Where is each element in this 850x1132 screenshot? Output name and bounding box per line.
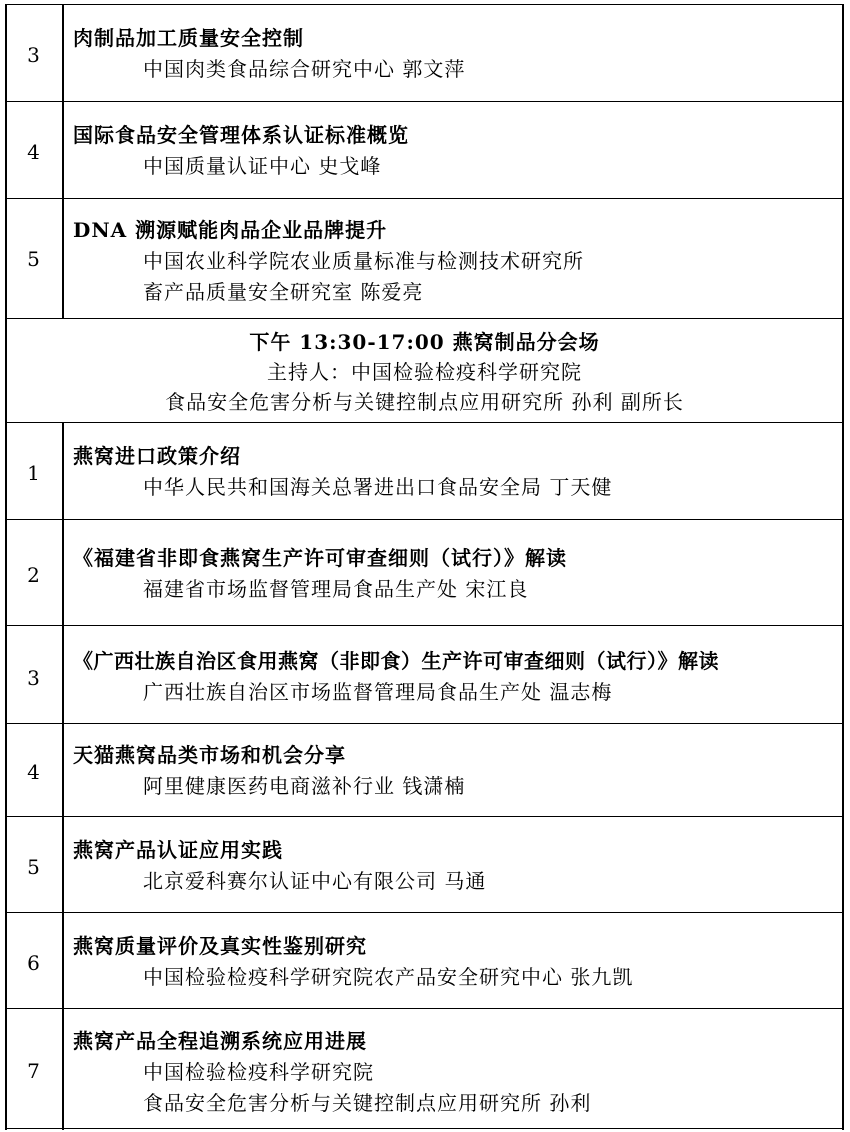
row-number: 2 — [27, 563, 40, 587]
speaker-line: 食品安全危害分析与关键控制点应用研究所 孙利 — [143, 1091, 592, 1115]
agenda-row — [5, 816, 844, 912]
speaker-line: 阿里健康医药电商滋补行业 钱潇楠 — [143, 774, 466, 798]
talk-title: 《福建省非即食燕窝生产许可审查细则（试行）》解读 — [73, 546, 567, 570]
speaker-line: 福建省市场监督管理局食品生产处 宋江良 — [143, 577, 529, 601]
agenda-row — [5, 723, 844, 816]
row-number: 1 — [27, 461, 40, 485]
speaker-line: 中国质量认证中心 史戈峰 — [143, 154, 382, 178]
talk-title: 燕窝质量评价及真实性鉴别研究 — [73, 934, 367, 958]
speaker-line: 中国肉类食品综合研究中心 郭文萍 — [143, 57, 466, 81]
agenda-row — [5, 422, 844, 519]
row-number: 3 — [27, 43, 40, 67]
talk-title: 燕窝进口政策介绍 — [73, 444, 241, 468]
row-number: 4 — [27, 760, 40, 784]
talk-title: 肉制品加工质量安全控制 — [73, 26, 304, 50]
talk-title: 国际食品安全管理体系认证标准概览 — [73, 123, 409, 147]
agenda-row — [5, 1008, 844, 1129]
row-number: 4 — [27, 140, 40, 164]
speaker-line: 北京爱科赛尔认证中心有限公司 马通 — [143, 869, 487, 893]
session-host: 主持人：中国检验检疫科学研究院 — [267, 360, 582, 384]
row-number: 7 — [27, 1059, 40, 1083]
row-number: 3 — [27, 666, 40, 690]
speaker-line: 中华人民共和国海关总署进出口食品安全局 丁天健 — [143, 475, 613, 499]
talk-title: 燕窝产品全程追溯系统应用进展 — [73, 1029, 367, 1053]
row-number: 5 — [27, 247, 40, 271]
session-header — [5, 318, 844, 422]
agenda-row — [5, 519, 844, 625]
agenda-row — [5, 198, 844, 318]
talk-title: DNA 溯源赋能肉品企业品牌提升 — [73, 218, 388, 242]
row-number: 6 — [27, 951, 40, 975]
agenda-row — [5, 625, 844, 723]
speaker-line: 中国检验检疫科学研究院 — [143, 1060, 374, 1084]
speaker-line: 中国检验检疫科学研究院农产品安全研究中心 张九凯 — [143, 965, 634, 989]
speaker-line: 中国农业科学院农业质量标准与检测技术研究所 — [143, 249, 584, 273]
agenda-row — [5, 4, 844, 101]
talk-title: 天猫燕窝品类市场和机会分享 — [73, 743, 346, 767]
row-number: 5 — [27, 855, 40, 879]
agenda-row — [5, 912, 844, 1008]
agenda-row — [5, 101, 844, 198]
talk-title: 《广西壮族自治区食用燕窝（非即食）生产许可审查细则（试行）》解读 — [73, 649, 719, 673]
speaker-line: 畜产品质量安全研究室 陈爱亮 — [143, 280, 424, 304]
session-title: 下午 13:30-17:00 燕窝制品分会场 — [249, 330, 600, 354]
session-host-affiliation: 食品安全危害分析与关键控制点应用研究所 孙利 副所长 — [165, 390, 684, 414]
talk-title: 燕窝产品认证应用实践 — [73, 838, 283, 862]
speaker-line: 广西壮族自治区市场监督管理局食品生产处 温志梅 — [143, 680, 613, 704]
